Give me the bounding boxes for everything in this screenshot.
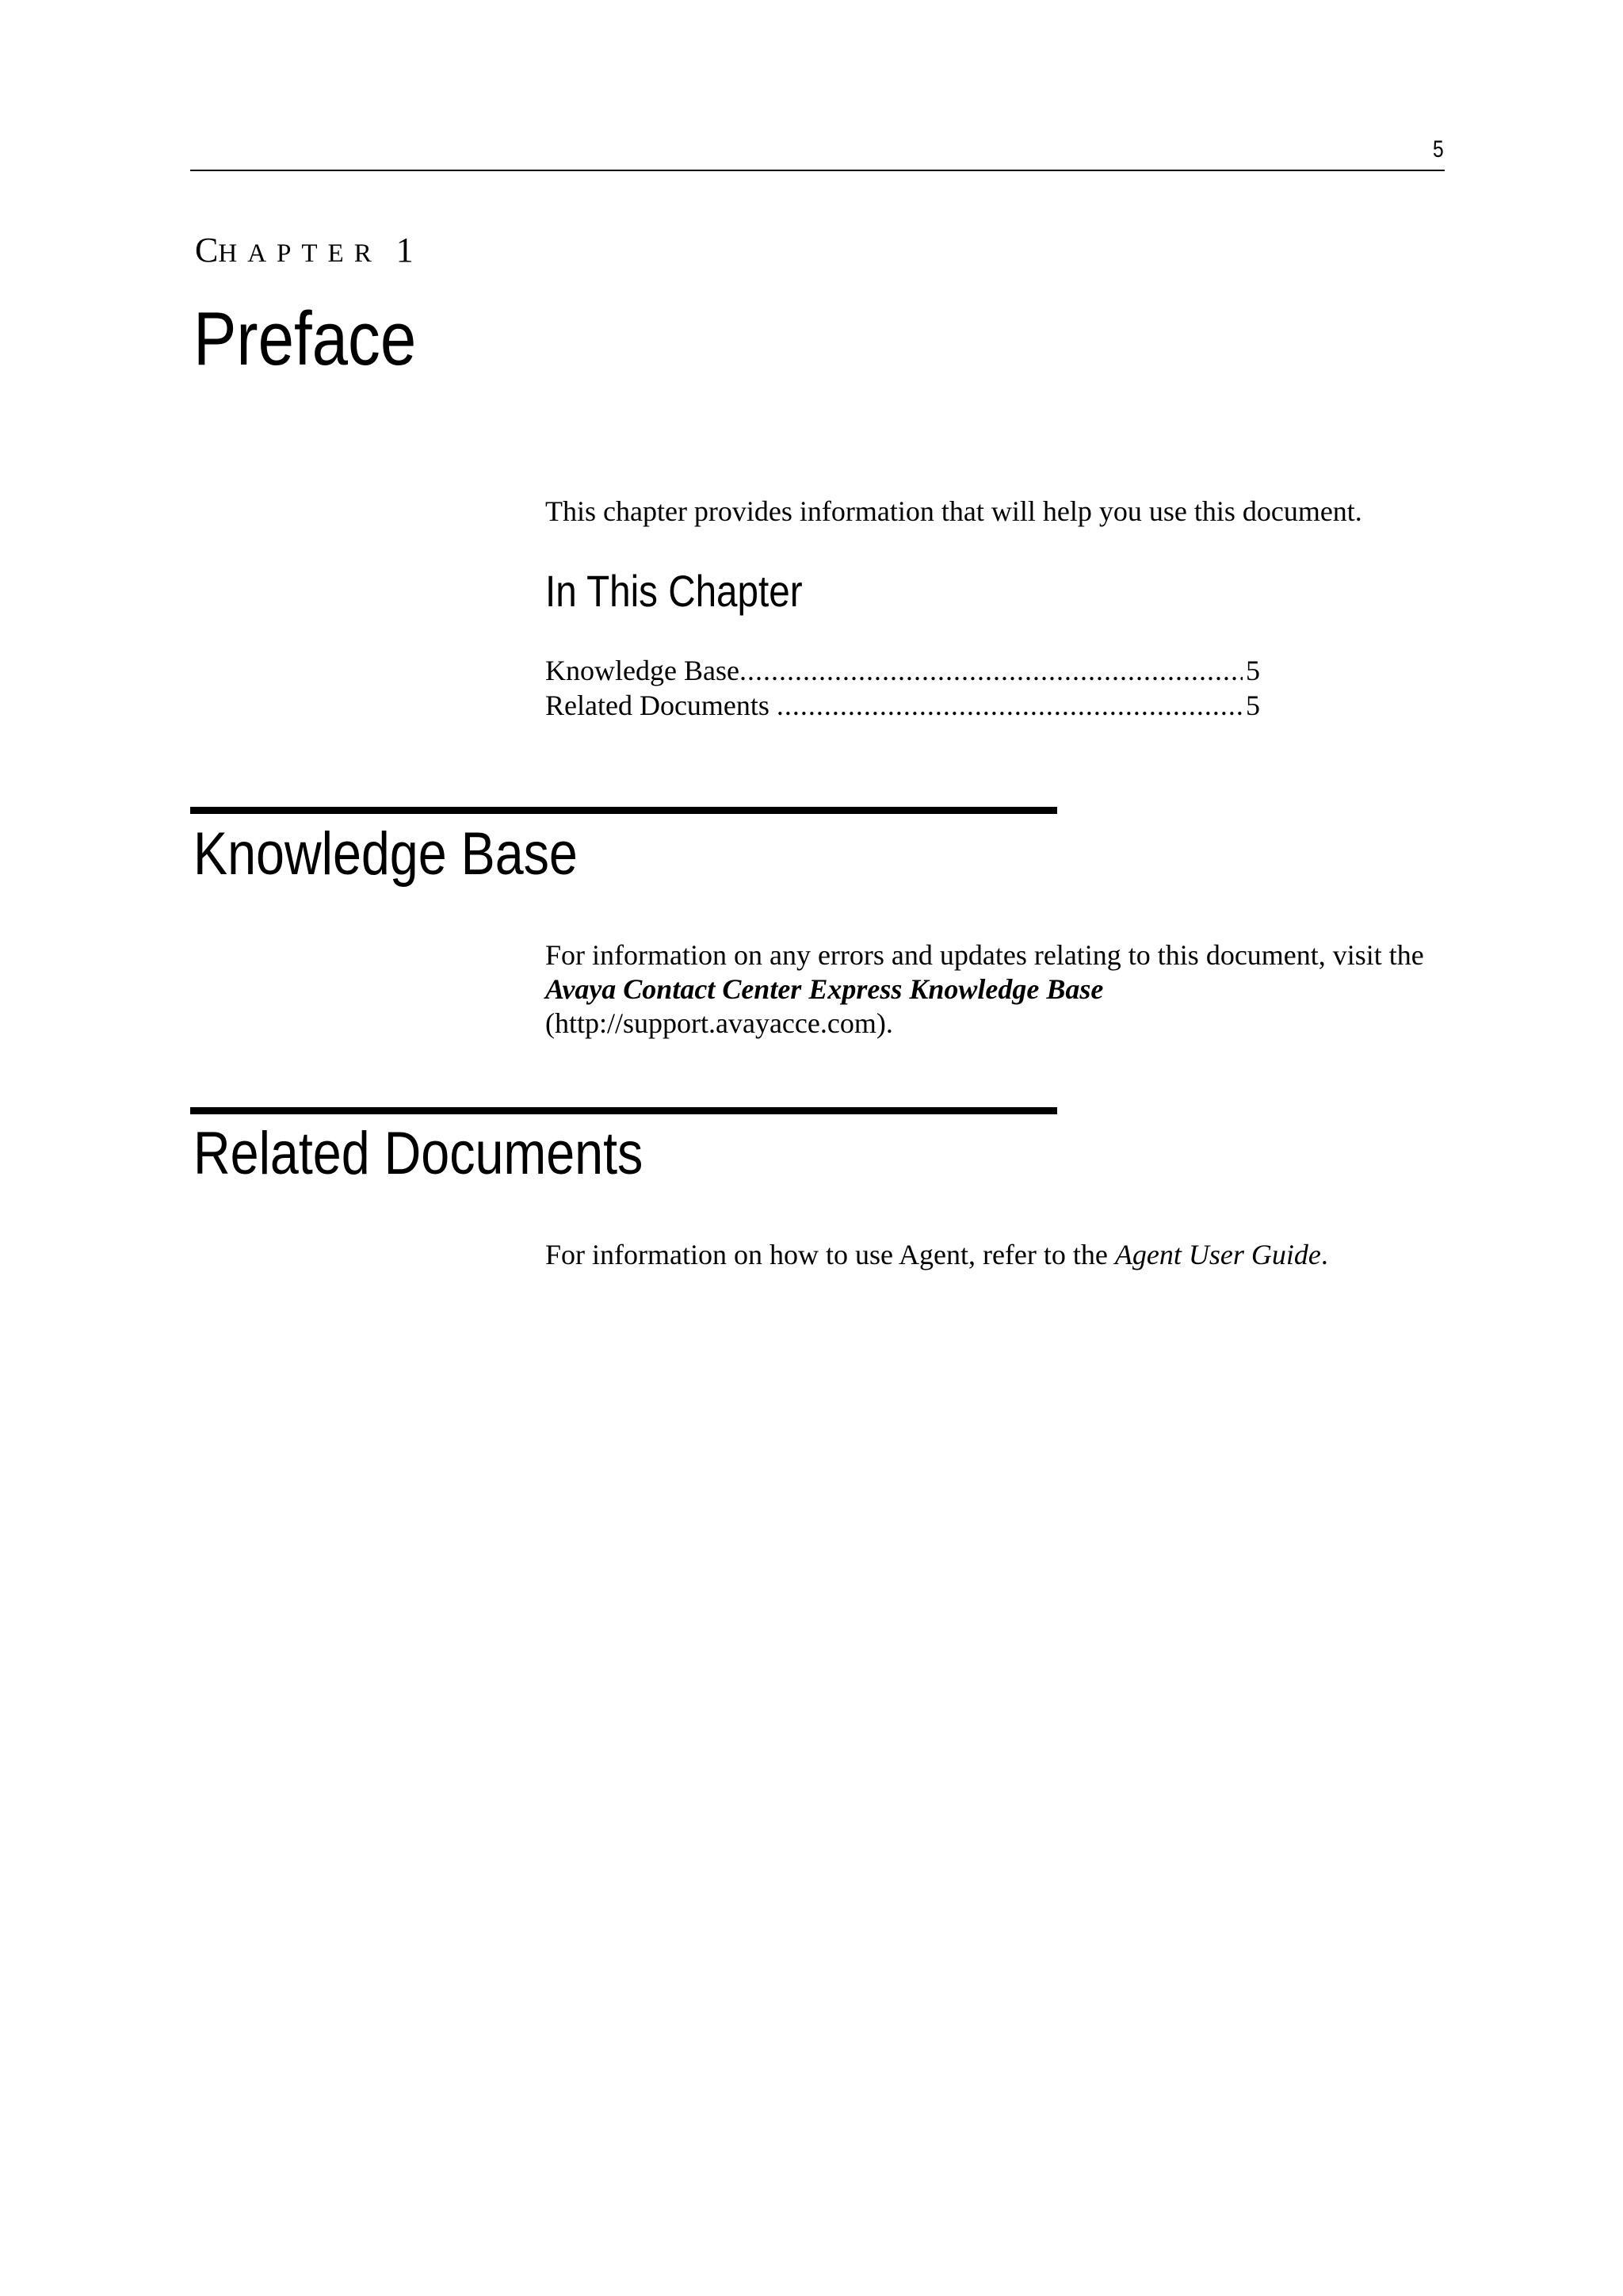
chapter-number: 1 [395, 231, 414, 269]
toc-entry-knowledge-base[interactable] [545, 653, 1260, 688]
section-rule-knowledge-base [190, 807, 1057, 814]
chapter-label-initial: C [195, 231, 219, 269]
knowledge-base-paragraph [545, 938, 1449, 1041]
toc-entry-page: 5 [1246, 655, 1260, 686]
toc-entry-related-documents[interactable] [545, 688, 1260, 723]
toc-leader-dots [739, 653, 1243, 688]
rd-guide-title: Agent User Guide [1114, 1239, 1321, 1270]
toc-entry-page: 5 [1246, 690, 1260, 721]
kb-link-title: Avaya Contact Center Express Knowledge Base [545, 973, 1104, 1005]
kb-text-after: (http://support.avayacce.com). [545, 1007, 893, 1039]
chapter-toc [545, 653, 1260, 723]
kb-text-before: For information on any errors and updates relating to this document, visit the [545, 939, 1424, 971]
rd-text-after: . [1320, 1239, 1328, 1270]
knowledge-base-heading: Knowledge Base [193, 820, 578, 888]
toc-leader-dots [777, 688, 1243, 723]
chapter-label [195, 230, 414, 270]
intro-paragraph: This chapter provides information that will help you use this document. [545, 495, 1362, 527]
rd-text-before: For information on how to use Agent, refer to the [545, 1239, 1115, 1270]
header-rule [190, 170, 1445, 171]
related-documents-paragraph [545, 1238, 1449, 1272]
chapter-label-rest: HAPTER [218, 239, 382, 268]
page-number: 5 [1433, 136, 1444, 162]
chapter-title: Preface [193, 296, 417, 381]
related-documents-heading: Related Documents [193, 1120, 643, 1187]
toc-entry-label: Related Documents [545, 690, 777, 721]
in-this-chapter-heading: In This Chapter [545, 566, 803, 616]
section-rule-related-documents [190, 1107, 1057, 1114]
toc-entry-label: Knowledge Base [545, 655, 739, 686]
